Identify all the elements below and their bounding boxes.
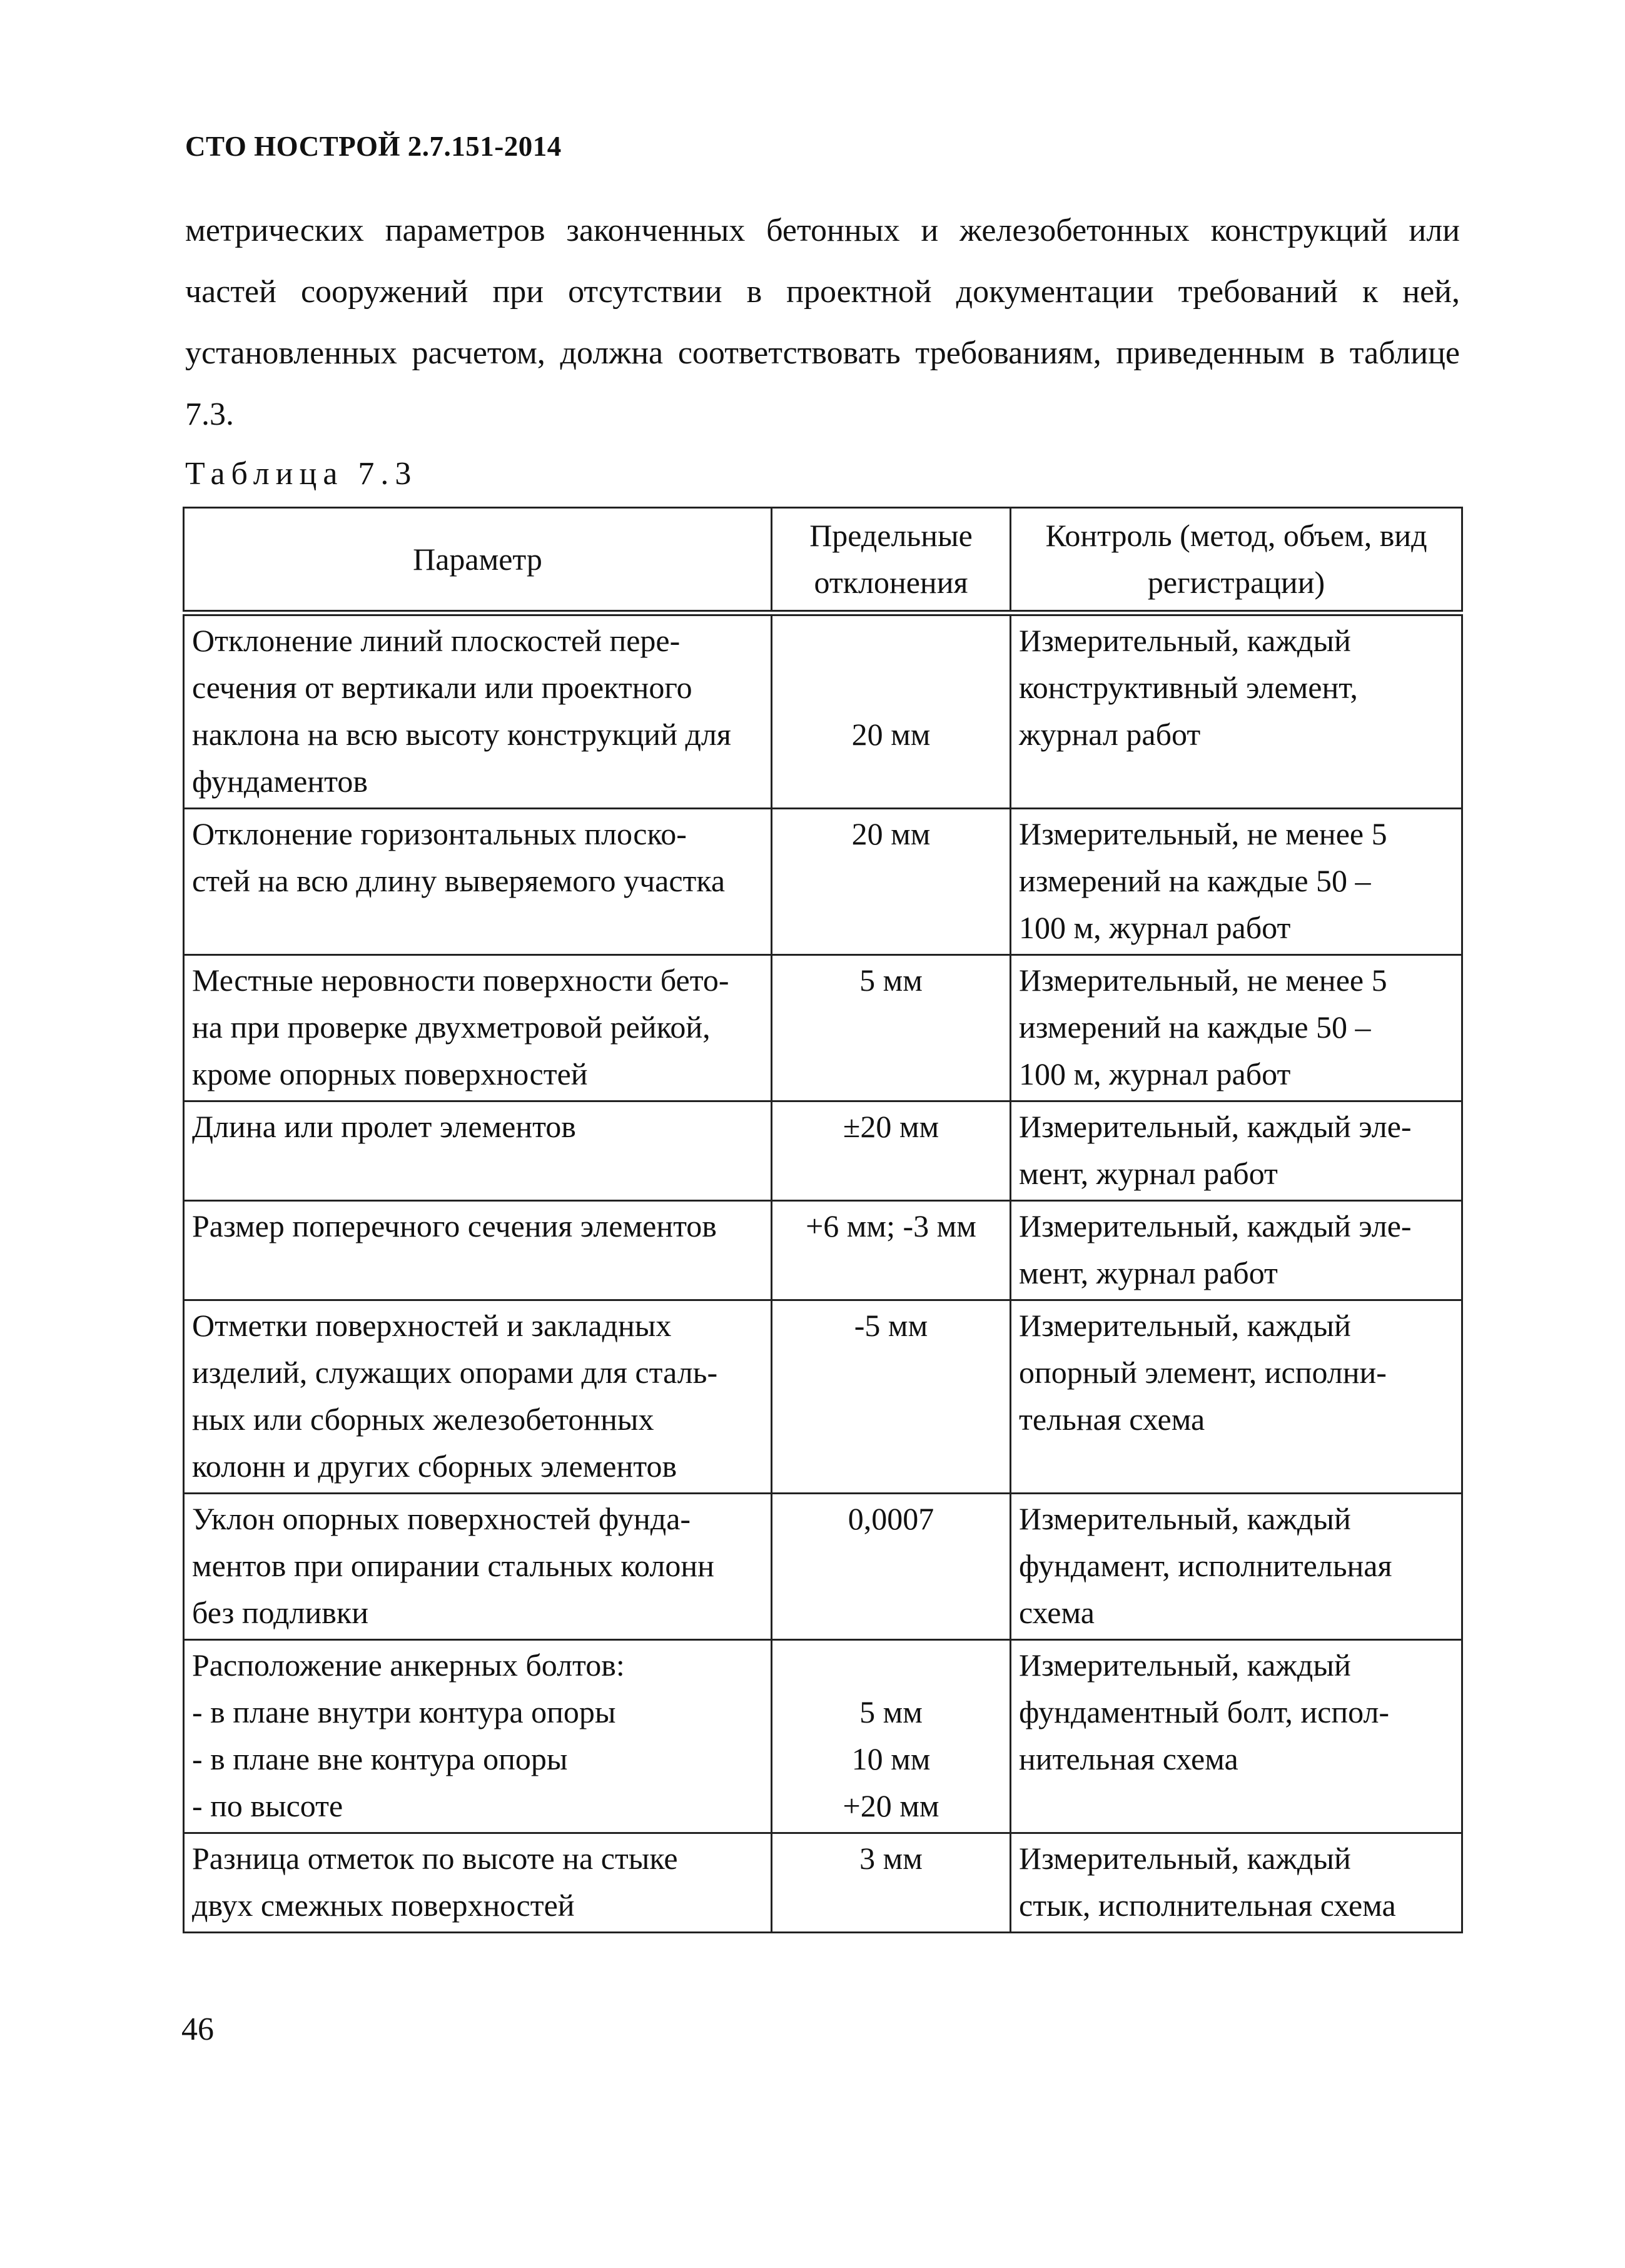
cell-control <box>1011 1833 1462 1933</box>
table-row <box>184 613 1462 809</box>
cell-parameter <box>184 1201 772 1300</box>
cell-deviation-line: 20 мм <box>851 816 931 851</box>
cell-control-line: Измерительный, каждый <box>1019 623 1351 658</box>
cell-deviation-line: 10 мм <box>851 1741 931 1776</box>
table-header-row <box>184 508 1462 614</box>
cell-deviation <box>772 1101 1011 1201</box>
cell-control-line: 100 м, журнал работ <box>1019 1056 1291 1091</box>
cell-control-line: измерений на каждые 50 – <box>1019 1010 1371 1045</box>
cell-deviation-line <box>780 1642 1002 1689</box>
cell-deviation-line: 5 мм <box>859 963 923 998</box>
table-row <box>184 955 1462 1101</box>
cell-control-line: фундаментный болт, испол- <box>1019 1694 1390 1729</box>
cell-parameter-line: Размер поперечного сечения элементов <box>192 1208 717 1243</box>
cell-control-line: мент, журнал работ <box>1019 1156 1278 1191</box>
cell-parameter <box>184 613 772 809</box>
cell-parameter <box>184 1300 772 1494</box>
table-row <box>184 1833 1462 1933</box>
cell-control <box>1011 613 1462 809</box>
cell-control-line: опорный элемент, исполни- <box>1019 1355 1387 1390</box>
cell-control-line: измерений на каждые 50 – <box>1019 863 1371 898</box>
cell-control-line: 100 м, журнал работ <box>1019 910 1291 945</box>
cell-control-line: Измерительный, не менее 5 <box>1019 816 1387 851</box>
cell-parameter-line: изделий, служащих опорами для сталь- <box>192 1355 718 1390</box>
cell-parameter-line: фундаментов <box>192 764 368 799</box>
cell-control-line: мент, журнал работ <box>1019 1255 1278 1290</box>
cell-parameter-line: сечения от вертикали или проектного <box>192 670 692 705</box>
cell-parameter-line: кроме опорных поверхностей <box>192 1056 588 1091</box>
cell-control <box>1011 1300 1462 1494</box>
cell-parameter-line: Отклонение линий плоскостей пере- <box>192 623 681 658</box>
cell-deviation-line: 0,0007 <box>848 1501 934 1536</box>
header-deviation-line: Предельные <box>809 518 973 553</box>
cell-control-line: журнал работ <box>1019 717 1201 752</box>
cell-deviation-line: 20 мм <box>851 717 931 752</box>
table-row <box>184 1300 1462 1494</box>
cell-parameter-line: ментов при опирании стальных колонн <box>192 1548 714 1583</box>
page-number: 46 <box>181 2012 214 2047</box>
cell-control-line: Измерительный, каждый <box>1019 1308 1351 1343</box>
cell-parameter-line: ных или сборных железобетонных <box>192 1402 654 1437</box>
cell-parameter <box>184 809 772 955</box>
header-control-line: регистрации) <box>1147 565 1325 600</box>
table-caption: Таблица 7.3 <box>185 456 418 492</box>
table-row <box>184 1201 1462 1300</box>
cell-deviation <box>772 1640 1011 1833</box>
cell-control-line: стык, исполнительная схема <box>1019 1888 1396 1923</box>
header-parameter-label: Параметр <box>413 541 542 577</box>
cell-parameter-line: - в плане вне контура опоры <box>192 1741 568 1776</box>
cell-control-line: нительная схема <box>1019 1741 1238 1776</box>
cell-parameter-line: наклона на всю высоту конструкций для <box>192 717 731 752</box>
cell-parameter-line: на при проверке двухметровой рейкой, <box>192 1010 711 1045</box>
header-deviation-line: отклонения <box>814 565 968 600</box>
cell-control <box>1011 1640 1462 1833</box>
header-control <box>1011 508 1462 614</box>
header-deviation <box>772 508 1011 614</box>
cell-control <box>1011 1201 1462 1300</box>
table-row <box>184 809 1462 955</box>
cell-control-line: фундамент, исполнительная <box>1019 1548 1392 1583</box>
cell-parameter-line: стей на всю длину выверяемого участка <box>192 863 726 898</box>
cell-deviation-line: 5 мм <box>859 1694 923 1729</box>
cell-control <box>1011 1101 1462 1201</box>
cell-parameter-line: Длина или пролет элементов <box>192 1109 576 1144</box>
cell-parameter-line: Местные неровности поверхности бето- <box>192 963 729 998</box>
cell-control-line: Измерительный, каждый <box>1019 1648 1351 1683</box>
cell-deviation <box>772 955 1011 1101</box>
cell-deviation-line <box>780 617 1002 664</box>
cell-deviation-line: +20 мм <box>843 1788 939 1823</box>
intro-paragraph: метрических параметров законченных бетонных и железобетонных конструкций или частей сооружений при отсутствии в проектной документации требований к ней, установленных расчетом, должна соответствовать требованиям, приведенным в таблице 7.3. <box>185 213 1460 432</box>
cell-parameter <box>184 955 772 1101</box>
header-control-line: Контроль (метод, объем, вид <box>1045 518 1427 553</box>
document-header-title: СТО НОСТРОЙ 2.7.151-2014 <box>185 131 562 162</box>
cell-deviation <box>772 1494 1011 1640</box>
cell-control-line: схема <box>1019 1595 1095 1630</box>
cell-deviation-line <box>780 664 1002 711</box>
cell-parameter-line: колонн и других сборных элементов <box>192 1449 677 1484</box>
cell-parameter-line: Отклонение горизонтальных плоско- <box>192 816 687 851</box>
cell-parameter-line: Разница отметок по высоте на стыке <box>192 1841 678 1876</box>
cell-parameter-line: - в плане внутри контура опоры <box>192 1694 616 1729</box>
cell-control <box>1011 955 1462 1101</box>
cell-deviation <box>772 1201 1011 1300</box>
requirements-table <box>183 507 1463 1933</box>
table-body <box>184 613 1462 1933</box>
cell-control-line: Измерительный, каждый эле- <box>1019 1109 1412 1144</box>
cell-parameter <box>184 1833 772 1933</box>
cell-control-line: Измерительный, каждый <box>1019 1501 1351 1536</box>
cell-control <box>1011 809 1462 955</box>
cell-parameter-line: двух смежных поверхностей <box>192 1888 575 1923</box>
cell-control-line: Измерительный, каждый эле- <box>1019 1208 1412 1243</box>
cell-parameter-line: без подливки <box>192 1595 368 1630</box>
cell-deviation <box>772 1833 1011 1933</box>
cell-deviation <box>772 809 1011 955</box>
cell-parameter-line: Уклон опорных поверхностей фунда- <box>192 1501 691 1536</box>
cell-deviation-line: 3 мм <box>859 1841 923 1876</box>
table-row <box>184 1101 1462 1201</box>
cell-deviation-line: ±20 мм <box>843 1109 939 1144</box>
cell-control-line: тельная схема <box>1019 1402 1205 1437</box>
cell-control-line: Измерительный, не менее 5 <box>1019 963 1387 998</box>
table-row <box>184 1494 1462 1640</box>
cell-control-line: конструктивный элемент, <box>1019 670 1358 705</box>
cell-deviation <box>772 613 1011 809</box>
table-row <box>184 1640 1462 1833</box>
cell-parameter-line: Отметки поверхностей и закладных <box>192 1308 672 1343</box>
cell-parameter-line: Расположение анкерных болтов: <box>192 1648 625 1683</box>
cell-control <box>1011 1494 1462 1640</box>
header-parameter <box>184 508 772 614</box>
cell-control-line: Измерительный, каждый <box>1019 1841 1351 1876</box>
cell-parameter <box>184 1101 772 1201</box>
cell-parameter <box>184 1640 772 1833</box>
cell-parameter-line: - по высоте <box>192 1788 343 1823</box>
cell-deviation <box>772 1300 1011 1494</box>
cell-deviation-line: -5 мм <box>854 1308 928 1343</box>
cell-deviation-line: +6 мм; -3 мм <box>806 1208 976 1243</box>
cell-parameter <box>184 1494 772 1640</box>
